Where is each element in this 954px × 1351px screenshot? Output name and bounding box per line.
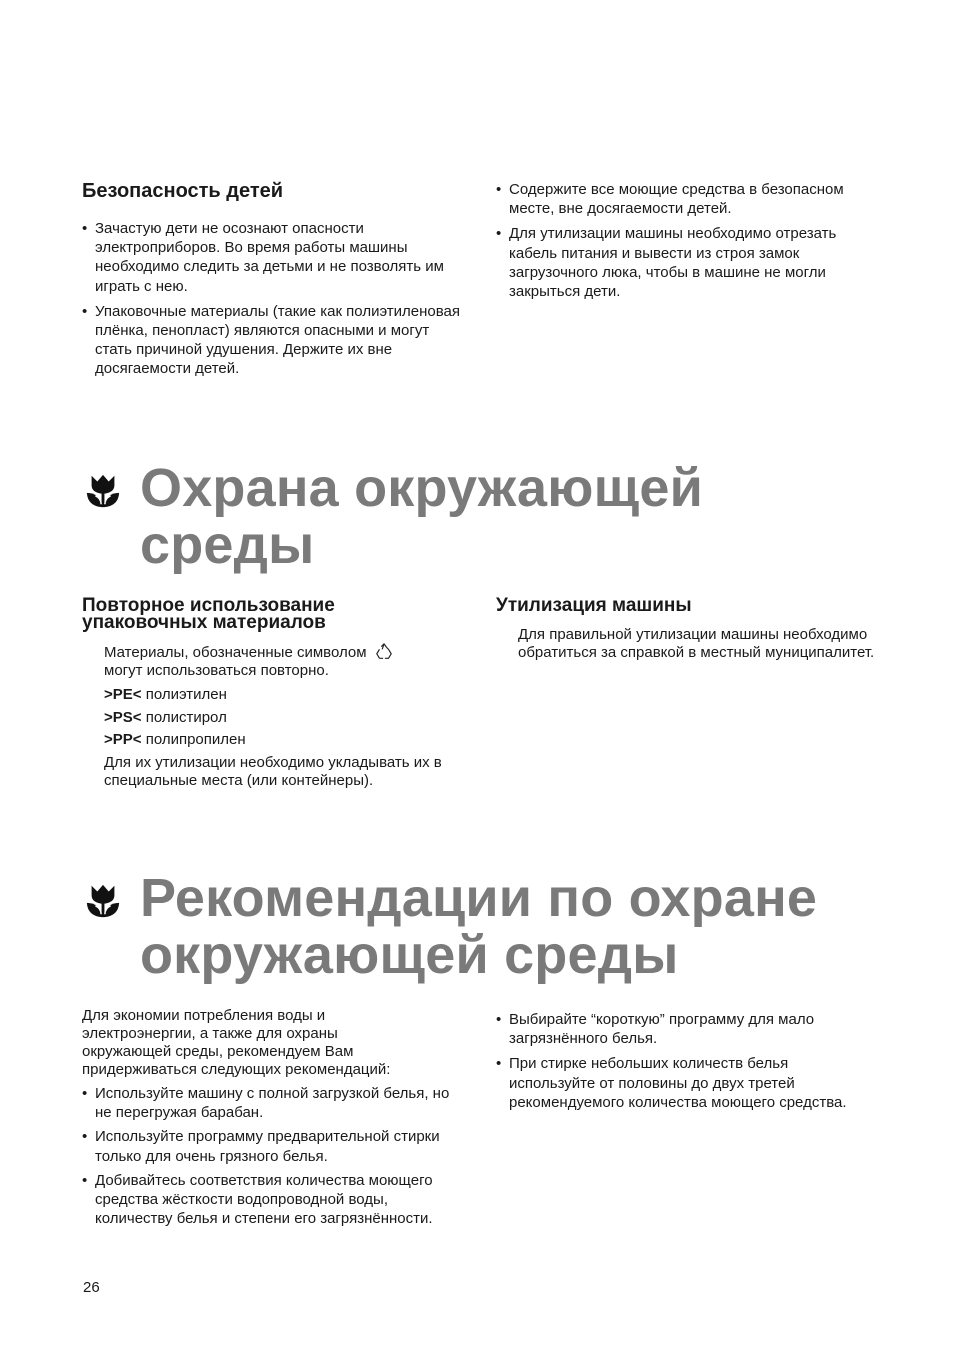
material-item xyxy=(104,686,474,704)
recommendations-title-line2: окружающей среды xyxy=(140,925,679,985)
list-item: • Используйте машину с полной загрузкой белья, но не перегружая барабан. xyxy=(82,1084,467,1122)
reuse-title-line2: упаковочных материалов xyxy=(82,612,326,633)
material-item xyxy=(104,709,474,727)
list-item: • Содержите все моющие средства в безопасном месте, вне досягаемости детей. xyxy=(496,180,876,218)
reuse-title xyxy=(82,597,335,631)
material-name: полиэтилен xyxy=(141,686,227,703)
environment-title-line2: среды xyxy=(140,515,315,575)
list-item: • Используйте программу предварительной стирки только для очень грязного белья. xyxy=(82,1127,467,1165)
material-name: полипропилен xyxy=(141,731,246,748)
recommendations-intro: Для экономии потребления воды и электроэнергии, а также для охраны окружающей среды, рекомендуем Вам придерживаться следующих рекомендаций: xyxy=(82,1007,391,1078)
material-name: полистирол xyxy=(141,708,227,726)
list-item: • Зачастую дети не осознают опасности электроприборов. Во время работы машины необходимо следить за детьми и не позволять им играть с нею. xyxy=(82,219,462,296)
reuse-note: Для их утилизации необходимо укладывать их в специальные места (или контейнеры). xyxy=(104,753,442,789)
disposal-title: Утилизация машины xyxy=(496,595,692,616)
material-code: >PP< xyxy=(104,731,142,748)
reuse-intro-line2: могут использоваться повторно. xyxy=(104,662,329,679)
flower-icon xyxy=(84,882,122,920)
environment-title xyxy=(140,460,703,574)
reuse-intro-line1: Материалы, обозначенные символом xyxy=(104,644,367,661)
reuse-body xyxy=(104,643,474,790)
list-item: • Добивайтесь соответствия количества моющего средства жёсткости водопроводной воды, количеству белья и степени его загрязнённости. xyxy=(82,1171,467,1229)
recommendations-title-line1: Рекомендации по охране xyxy=(140,868,818,928)
recommendations-list-left xyxy=(82,1084,467,1228)
child-safety-title: Безопасность детей xyxy=(82,180,284,202)
material-code: >PE< xyxy=(104,686,142,703)
list-item: • Выбирайте “короткую” программу для мало загрязнённого белья. xyxy=(496,1010,876,1048)
material-item xyxy=(104,731,474,749)
child-safety-list-left xyxy=(82,219,462,379)
disposal-text: Для правильной утилизации машины необходимо обратиться за справкой в местный муниципалитет. xyxy=(518,626,875,661)
recommendations-title xyxy=(140,870,817,984)
material-code: >PS< xyxy=(104,708,142,726)
recommendations-list-right xyxy=(496,1010,876,1112)
reuse-title-line1: Повторное использование xyxy=(82,595,335,616)
list-item: • Для утилизации машины необходимо отрезать кабель питания и вывести из строя замок загрузочного люка, чтобы в машине не могли закрыться дети. xyxy=(496,224,876,301)
list-item: • Упаковочные материалы (такие как полиэтиленовая плёнка, пенопласт) являются опасными и могут стать причиной удушения. Держите их вне досягаемости детей. xyxy=(82,302,462,379)
environment-title-line1: Охрана окружающей xyxy=(140,458,703,518)
list-item: • При стирке небольших количеств белья используйте от половины до двух третей рекомендуемого количества моющего средства. xyxy=(496,1054,876,1112)
child-safety-list-right xyxy=(496,180,876,301)
page-number: 26 xyxy=(83,1279,100,1296)
recycle-icon xyxy=(375,643,393,661)
reuse-intro xyxy=(104,643,474,662)
flower-icon xyxy=(84,472,122,510)
